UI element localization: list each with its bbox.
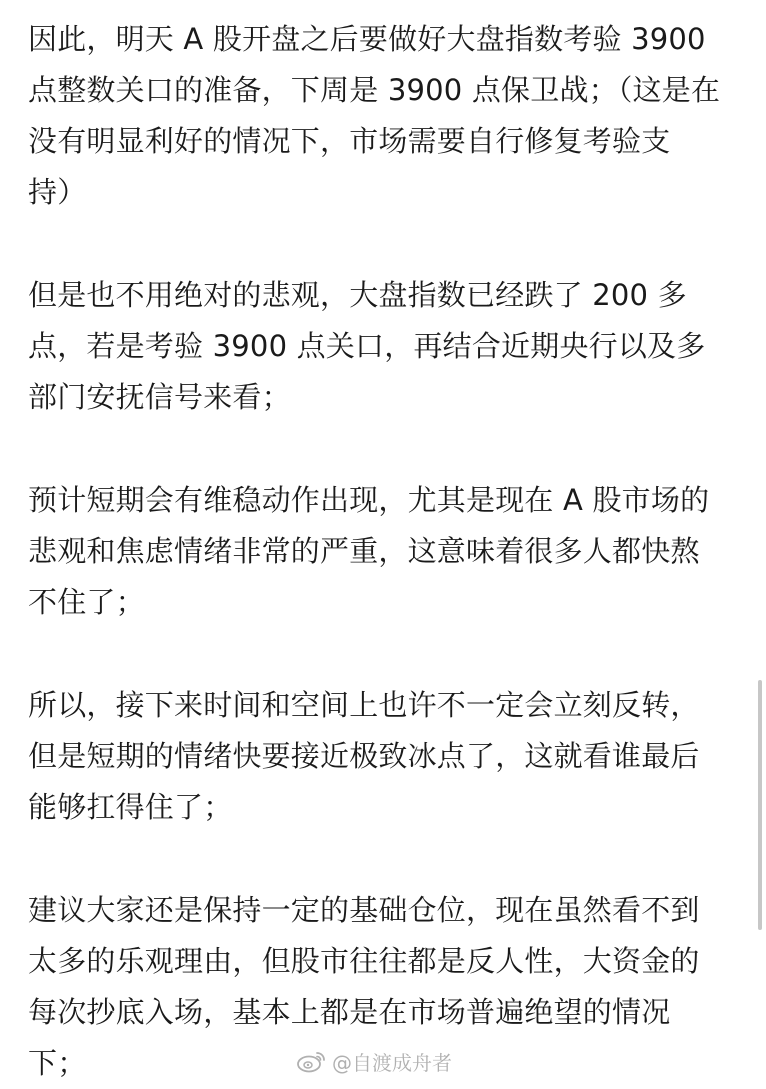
paragraph-gap — [28, 628, 740, 680]
watermark-text: @自渡成舟者 — [332, 1050, 452, 1075]
text-line: 持） — [28, 175, 87, 209]
text-line: 下； — [28, 1046, 87, 1080]
text-line: 因此，明天 A 股开盘之后要做好大盘指数考验 3900 — [28, 22, 706, 56]
article-body — [28, 14, 740, 1089]
text-line: 没有明显利好的情况下，市场需要自行修复考验支 — [28, 124, 671, 158]
vertical-scrollbar[interactable] — [758, 680, 762, 930]
text-line: 部门安抚信号来看； — [28, 380, 291, 414]
paragraph-4 — [28, 680, 740, 833]
text-line: 预计短期会有维稳动作出现，尤其是现在 A 股市场的 — [28, 483, 710, 517]
weibo-logo-icon — [296, 1049, 326, 1073]
text-line: 点整数关口的准备，下周是 3900 点保卫战；（这是在 — [28, 73, 721, 107]
text-line: 悲观和焦虑情绪非常的严重，这意味着很多人都快熬 — [28, 534, 700, 568]
paragraph-2 — [28, 270, 740, 423]
paragraph-gap — [28, 218, 740, 270]
text-line: 每次抄底入场，基本上都是在市场普遍绝望的情况 — [28, 995, 671, 1029]
paragraph-1 — [28, 14, 740, 218]
text-line: 太多的乐观理由，但股市往往都是反人性，大资金的 — [28, 944, 700, 978]
watermark — [296, 1046, 452, 1076]
text-line: 但是短期的情绪快要接近极致冰点了，这就看谁最后 — [28, 739, 700, 773]
paragraph-gap — [28, 833, 740, 885]
text-line: 但是也不用绝对的悲观，大盘指数已经跌了 200 多 — [28, 278, 687, 312]
paragraph-3 — [28, 475, 740, 628]
text-line: 建议大家还是保持一定的基础仓位，现在虽然看不到 — [28, 893, 700, 927]
text-line: 能够扛得住了； — [28, 790, 233, 824]
text-line: 点，若是考验 3900 点关口，再结合近期央行以及多 — [28, 329, 706, 363]
text-line: 不住了； — [28, 585, 145, 619]
paragraph-gap — [28, 423, 740, 475]
text-line: 所以，接下来时间和空间上也许不一定会立刻反转， — [28, 688, 700, 722]
